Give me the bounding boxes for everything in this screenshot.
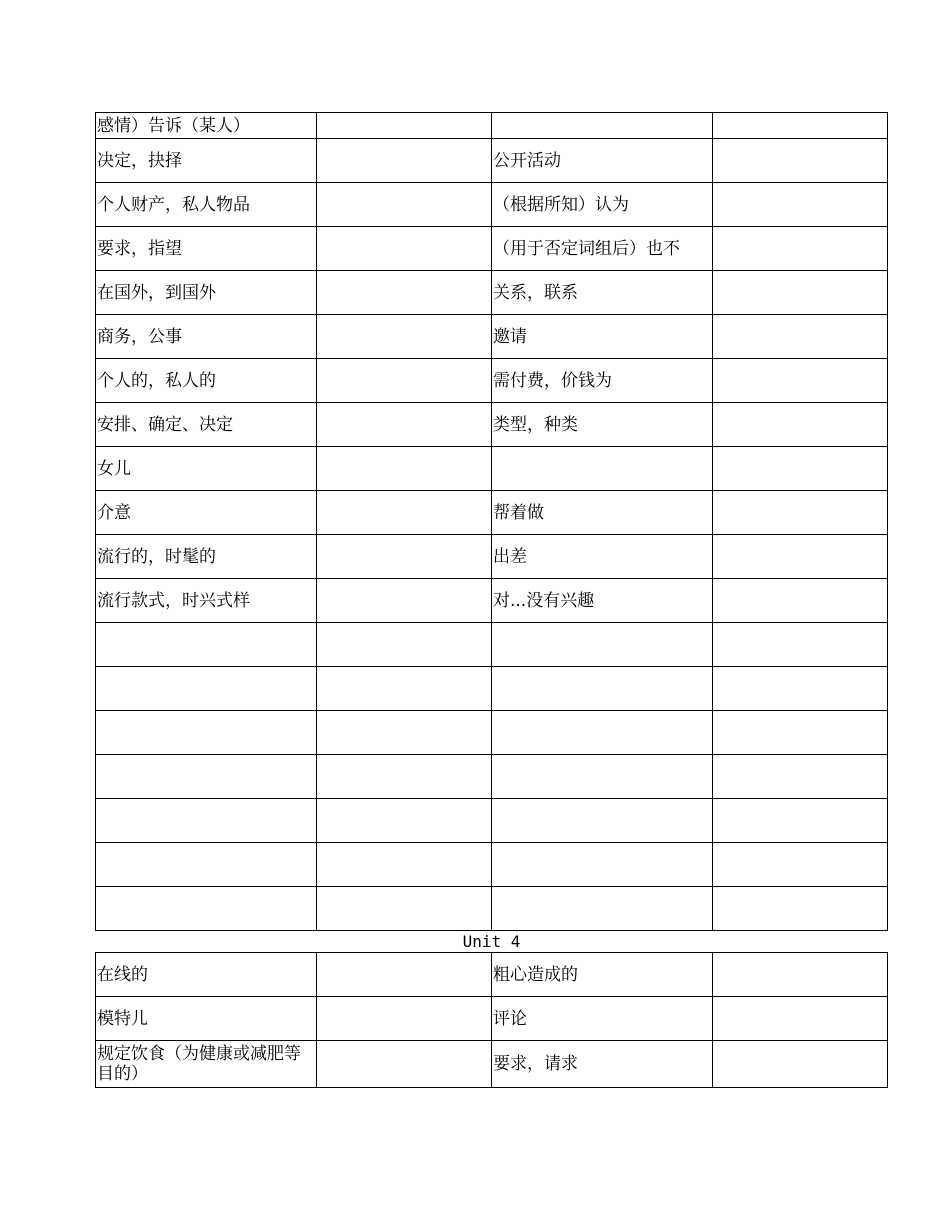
chinese-meaning-cell xyxy=(96,755,317,799)
answer-cell[interactable] xyxy=(316,887,491,931)
chinese-meaning-cell: 要求，指望 xyxy=(96,227,317,271)
chinese-meaning-cell: 评论 xyxy=(491,997,712,1041)
chinese-meaning-cell: 需付费，价钱为 xyxy=(491,359,712,403)
answer-cell[interactable] xyxy=(316,403,491,447)
chinese-meaning-cell xyxy=(491,623,712,667)
chinese-meaning-cell: 感情）告诉（某人） xyxy=(96,113,317,139)
chinese-meaning-cell: 规定饮食（为健康或减肥等目的） xyxy=(96,1041,317,1088)
answer-cell[interactable] xyxy=(712,755,887,799)
chinese-meaning-cell: （用于否定词组后）也不 xyxy=(491,227,712,271)
unit4-table-body xyxy=(96,953,888,1088)
answer-cell[interactable] xyxy=(316,139,491,183)
chinese-meaning-cell: （根据所知）认为 xyxy=(491,183,712,227)
answer-cell[interactable] xyxy=(712,843,887,887)
table-row xyxy=(96,887,888,931)
table-row xyxy=(96,315,888,359)
chinese-meaning-cell: 个人财产，私人物品 xyxy=(96,183,317,227)
table-row xyxy=(96,579,888,623)
answer-cell[interactable] xyxy=(316,227,491,271)
answer-cell[interactable] xyxy=(712,139,887,183)
table-row xyxy=(96,953,888,997)
chinese-meaning-cell xyxy=(491,113,712,139)
chinese-meaning-cell xyxy=(491,755,712,799)
answer-cell[interactable] xyxy=(316,535,491,579)
table-row xyxy=(96,113,888,139)
chinese-meaning-cell xyxy=(491,843,712,887)
answer-cell[interactable] xyxy=(316,667,491,711)
answer-cell[interactable] xyxy=(316,315,491,359)
answer-cell[interactable] xyxy=(316,997,491,1041)
chinese-meaning-cell: 邀请 xyxy=(491,315,712,359)
table-row xyxy=(96,447,888,491)
chinese-meaning-cell: 粗心造成的 xyxy=(491,953,712,997)
chinese-meaning-cell: 对...没有兴趣 xyxy=(491,579,712,623)
answer-cell[interactable] xyxy=(316,623,491,667)
chinese-meaning-cell: 流行款式，时兴式样 xyxy=(96,579,317,623)
table-row xyxy=(96,403,888,447)
answer-cell[interactable] xyxy=(712,447,887,491)
table-row xyxy=(96,183,888,227)
chinese-meaning-cell: 女儿 xyxy=(96,447,317,491)
answer-cell[interactable] xyxy=(712,227,887,271)
table-row xyxy=(96,799,888,843)
answer-cell[interactable] xyxy=(712,183,887,227)
chinese-meaning-cell: 商务，公事 xyxy=(96,315,317,359)
answer-cell[interactable] xyxy=(316,953,491,997)
answer-cell[interactable] xyxy=(712,623,887,667)
table-row xyxy=(96,667,888,711)
chinese-meaning-cell xyxy=(491,667,712,711)
chinese-meaning-cell xyxy=(96,799,317,843)
answer-cell[interactable] xyxy=(316,711,491,755)
answer-cell[interactable] xyxy=(316,755,491,799)
answer-cell[interactable] xyxy=(316,843,491,887)
answer-cell[interactable] xyxy=(712,887,887,931)
chinese-meaning-cell: 流行的，时髦的 xyxy=(96,535,317,579)
table-row xyxy=(96,227,888,271)
answer-cell[interactable] xyxy=(712,667,887,711)
table-row xyxy=(96,623,888,667)
answer-cell[interactable] xyxy=(712,113,887,139)
chinese-meaning-cell: 出差 xyxy=(491,535,712,579)
answer-cell[interactable] xyxy=(712,271,887,315)
chinese-meaning-cell: 帮着做 xyxy=(491,491,712,535)
chinese-meaning-cell: 安排、确定、决定 xyxy=(96,403,317,447)
chinese-meaning-cell xyxy=(491,887,712,931)
answer-cell[interactable] xyxy=(712,953,887,997)
vocabulary-table-top xyxy=(95,112,888,931)
chinese-meaning-cell xyxy=(96,887,317,931)
chinese-meaning-cell: 要求，请求 xyxy=(491,1041,712,1088)
chinese-meaning-cell: 介意 xyxy=(96,491,317,535)
table-row xyxy=(96,271,888,315)
chinese-meaning-cell xyxy=(96,667,317,711)
chinese-meaning-cell xyxy=(96,711,317,755)
table-row xyxy=(96,997,888,1041)
chinese-meaning-cell xyxy=(96,843,317,887)
vocabulary-table-body xyxy=(96,113,888,931)
answer-cell[interactable] xyxy=(712,579,887,623)
answer-cell[interactable] xyxy=(316,271,491,315)
answer-cell[interactable] xyxy=(316,183,491,227)
chinese-meaning-cell: 类型，种类 xyxy=(491,403,712,447)
chinese-meaning-cell: 关系，联系 xyxy=(491,271,712,315)
table-row xyxy=(96,359,888,403)
table-row xyxy=(96,711,888,755)
table-row xyxy=(96,139,888,183)
answer-cell[interactable] xyxy=(316,799,491,843)
table-row xyxy=(96,491,888,535)
answer-cell[interactable] xyxy=(712,997,887,1041)
chinese-meaning-cell xyxy=(491,711,712,755)
answer-cell[interactable] xyxy=(712,711,887,755)
answer-cell[interactable] xyxy=(316,1041,491,1088)
answer-cell[interactable] xyxy=(712,359,887,403)
answer-cell[interactable] xyxy=(316,491,491,535)
table-row xyxy=(96,535,888,579)
answer-cell[interactable] xyxy=(712,799,887,843)
answer-cell[interactable] xyxy=(316,113,491,139)
answer-cell[interactable] xyxy=(316,579,491,623)
chinese-meaning-cell: 个人的，私人的 xyxy=(96,359,317,403)
answer-cell[interactable] xyxy=(712,403,887,447)
chinese-meaning-cell: 决定，抉择 xyxy=(96,139,317,183)
answer-cell[interactable] xyxy=(316,359,491,403)
chinese-meaning-cell: 公开活动 xyxy=(491,139,712,183)
chinese-meaning-cell xyxy=(96,623,317,667)
chinese-meaning-cell: 模特儿 xyxy=(96,997,317,1041)
vocabulary-table-unit4 xyxy=(95,952,888,1088)
unit-title: Unit 4 xyxy=(462,932,521,951)
chinese-meaning-cell: 在国外，到国外 xyxy=(96,271,317,315)
chinese-meaning-cell: 在线的 xyxy=(96,953,317,997)
table-row xyxy=(96,755,888,799)
answer-cell[interactable] xyxy=(316,447,491,491)
answer-cell[interactable] xyxy=(712,315,887,359)
answer-cell[interactable] xyxy=(712,535,887,579)
answer-cell[interactable] xyxy=(712,1041,887,1088)
chinese-meaning-cell xyxy=(491,447,712,491)
table-row xyxy=(96,1041,888,1088)
answer-cell[interactable] xyxy=(712,491,887,535)
table-row xyxy=(96,843,888,887)
chinese-meaning-cell xyxy=(491,799,712,843)
